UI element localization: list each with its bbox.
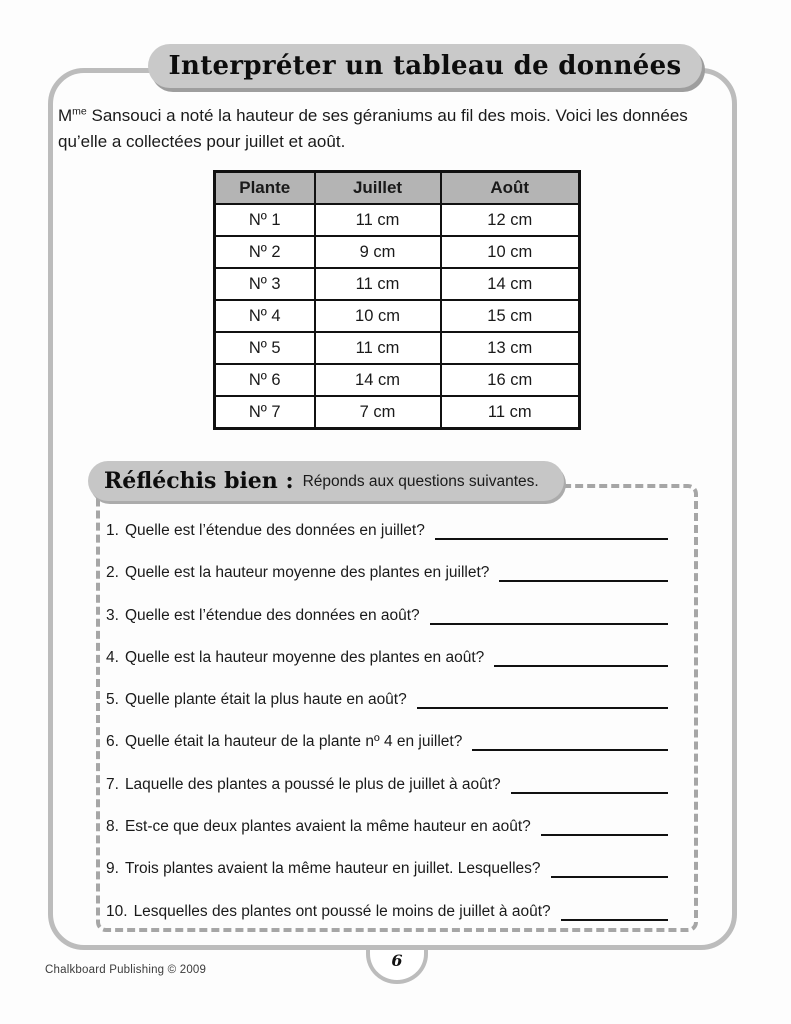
question-number: 7. [106,775,119,793]
cell-juillet-value: 11 cm [315,332,441,364]
answer-blank-line[interactable] [551,874,668,878]
intro-line1 [58,103,730,129]
question-item [106,688,668,709]
cell-aout-value: 15 cm [441,300,580,332]
table-row [215,396,580,429]
cell-juillet-value: 10 cm [315,300,441,332]
cell-plant-label: Nº 6 [215,364,315,396]
question-number: 8. [106,818,119,836]
cell-aout-value: 13 cm [441,332,580,364]
question-text: Trois plantes avaient la même hauteur en juillet. Lesquelles? [124,860,541,878]
answer-blank-line[interactable] [561,917,668,921]
cell-plant-label: Nº 3 [215,268,315,300]
cell-juillet-value: 11 cm [315,204,441,236]
column-header-plante: Plante [215,172,315,205]
question-text: Quelle était la hauteur de la plante nº 4 en juillet? [124,733,463,751]
questions-list [106,519,668,942]
question-number: 2. [106,564,119,582]
question-number: 10. [106,902,128,920]
question-text: Lesquelles des plantes ont poussé le moins de juillet à août? [133,902,551,920]
answer-blank-line[interactable] [417,705,668,709]
table-row [215,236,580,268]
question-text: Quelle est l’étendue des données en juillet? [124,522,425,539]
cell-plant-label: Nº 2 [215,236,315,268]
footer-credit: Chalkboard Publishing © 2009 [45,964,207,976]
question-item [106,815,668,836]
question-text: Quelle est l’étendue des données en août? [124,606,420,624]
question-item [106,773,668,794]
reflechis-banner [88,461,564,501]
question-item [106,604,668,625]
question-item [106,646,668,667]
cell-aout-value: 12 cm [441,204,580,236]
cell-juillet-value: 14 cm [315,364,441,396]
question-item [106,857,668,878]
table-row [215,332,580,364]
question-number: 6. [106,733,119,751]
answer-blank-line[interactable] [499,578,668,582]
question-item [106,730,668,751]
question-text: Quelle plante était la plus haute en août? [124,691,407,709]
answer-blank-line[interactable] [430,621,668,625]
cell-plant-label: Nº 7 [215,396,315,429]
intro-line1-rest: Sansouci a noté la hauteur de ses géraniums au fil des mois. Voici les données [86,106,688,125]
column-header-juillet: Juillet [315,172,441,205]
cell-juillet-value: 7 cm [315,396,441,429]
question-number: 5. [106,691,119,709]
cell-plant-label: Nº 1 [215,204,315,236]
page-number-tab [366,950,428,984]
answer-blank-line[interactable] [541,832,668,836]
table-row [215,268,580,300]
question-number: 9. [106,860,119,878]
cell-aout-value: 11 cm [441,396,580,429]
page-title: Interpréter un tableau de données [168,51,682,81]
table-row [215,300,580,332]
intro-superscript: me [72,105,87,118]
reflechis-label: Réfléchis bien : [104,468,294,494]
cell-juillet-value: 11 cm [315,268,441,300]
page-number: 6 [391,951,403,970]
geranium-height-table [213,170,581,430]
question-item [106,519,668,540]
answer-blank-line[interactable] [435,536,668,540]
intro-line2: qu’elle a collectées pour juillet et août. [58,132,346,151]
question-item [106,900,668,921]
intro-paragraph [58,103,730,155]
cell-aout-value: 14 cm [441,268,580,300]
question-text: Est-ce que deux plantes avaient la même hauteur en août? [124,818,531,836]
reflechis-instruction: Réponds aux questions suivantes. [302,473,539,490]
question-number: 1. [106,522,119,539]
question-number: 3. [106,606,119,624]
cell-aout-value: 10 cm [441,236,580,268]
table-header-row [215,172,580,205]
question-item [106,561,668,582]
table-row [215,204,580,236]
answer-blank-line[interactable] [494,663,668,667]
cell-plant-label: Nº 4 [215,300,315,332]
intro-prefix: M [58,106,73,125]
answer-blank-line[interactable] [511,790,668,794]
question-text: Quelle est la hauteur moyenne des plantes en août? [124,648,485,666]
title-banner [148,44,702,88]
cell-aout-value: 16 cm [441,364,580,396]
column-header-aout: Août [441,172,580,205]
answer-blank-line[interactable] [472,747,668,751]
question-text: Laquelle des plantes a poussé le plus de juillet à août? [124,775,501,793]
cell-juillet-value: 9 cm [315,236,441,268]
question-number: 4. [106,648,119,666]
cell-plant-label: Nº 5 [215,332,315,364]
question-text: Quelle est la hauteur moyenne des plantes en juillet? [124,564,490,582]
table-row [215,364,580,396]
